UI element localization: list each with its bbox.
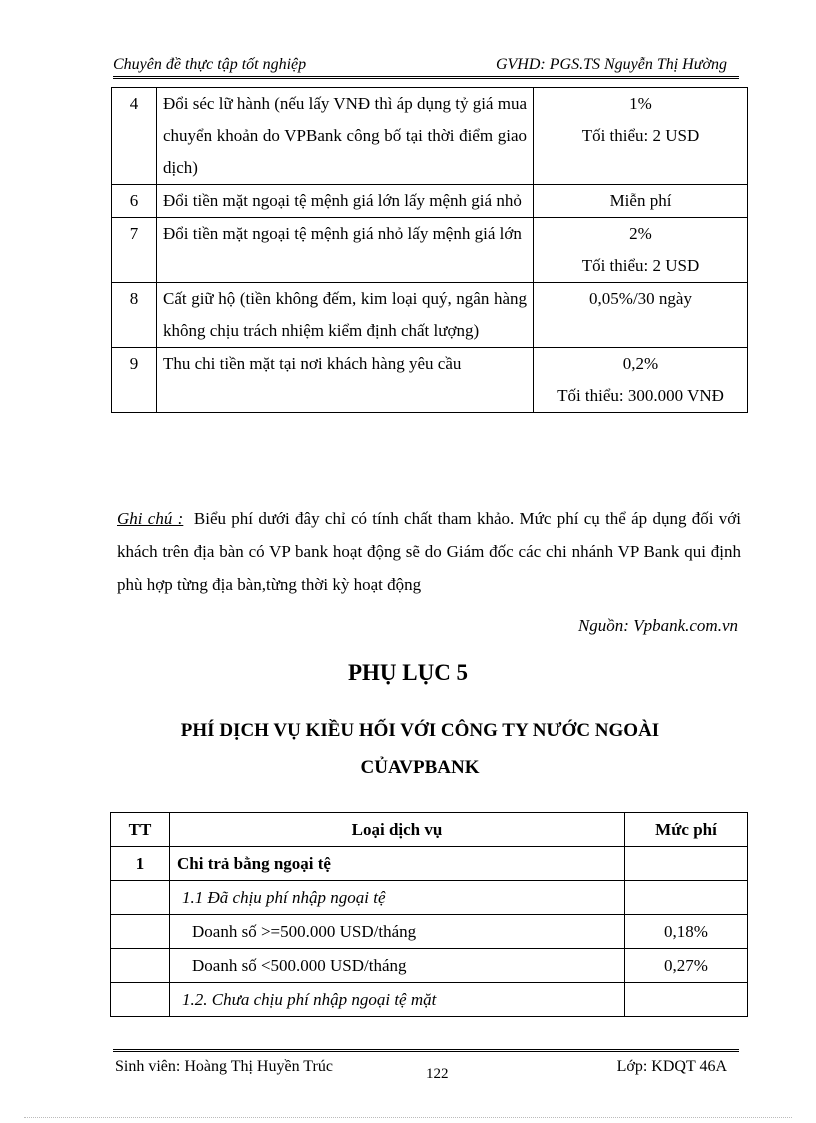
fee-value (625, 847, 748, 881)
service-description: Đổi séc lữ hành (nếu lấy VNĐ thì áp dụng tỷ giá mua chuyển khoản do VPBank công bố tại thời điểm giao dịch) (157, 88, 534, 185)
service-description: Đổi tiền mặt ngoại tệ mệnh giá lớn lấy mệnh giá nhỏ (157, 185, 534, 218)
row-number: 4 (112, 88, 157, 185)
footer-student: Sinh viên: Hoàng Thị Huyền Trúc (115, 1058, 333, 1075)
remittance-fee-table (110, 812, 748, 1017)
page-number: 122 (426, 1066, 449, 1082)
column-header-service: Loại dịch vụ (170, 813, 625, 847)
fee-rate: 1% (629, 94, 652, 113)
service-description: Thu chi tiền mặt tại nơi khách hàng yêu cầu (157, 348, 534, 413)
table-row (111, 949, 748, 983)
row-number: 1 (111, 847, 170, 881)
row-number (111, 949, 170, 983)
fee-rate: 2% (629, 224, 652, 243)
service-subcategory: 1.2. Chưa chịu phí nhập ngoại tệ mặt (170, 983, 625, 1017)
appendix-subtitle: PHÍ DỊCH VỤ KIỀU HỐI VỚI CÔNG TY NƯỚC NGOÀI CỦAVPBANK (180, 720, 660, 778)
fee-cell (534, 283, 748, 348)
note-paragraph (117, 502, 741, 601)
row-number (111, 915, 170, 949)
table-row (112, 88, 748, 185)
fee-rate: 0,05%/30 ngày (589, 289, 692, 308)
row-number (111, 881, 170, 915)
page-footer (113, 1049, 739, 1092)
note-text: Biểu phí dưới đây chỉ có tính chất tham khảo. Mức phí cụ thể áp dụng đối với khách trên địa bàn có VP bank hoạt động sẽ do Giám đốc các chi nhánh VP Bank qui định phù hợp từng địa bàn,từng thời kỳ hoạt động (117, 509, 741, 594)
fee-value: 0,27% (625, 949, 748, 983)
page-edge-divider (24, 1117, 792, 1118)
service-item: Doanh số <500.000 USD/tháng (170, 949, 625, 983)
row-number: 8 (112, 283, 157, 348)
table-row (112, 283, 748, 348)
source-citation: Nguồn: Vpbank.com.vn (577, 616, 738, 635)
row-number: 9 (112, 348, 157, 413)
fee-cell (534, 88, 748, 185)
column-header-fee: Mức phí (625, 813, 748, 847)
fee-rate: Miễn phí (609, 191, 672, 210)
fee-table-continued (111, 87, 748, 413)
column-header-tt: TT (111, 813, 170, 847)
fee-cell (534, 185, 748, 218)
table-row (111, 915, 748, 949)
page-header (113, 46, 739, 79)
header-advisor: GVHD: PGS.TS Nguyễn Thị Hường (495, 56, 727, 73)
header-course-title: Chuyên đề thực tập tốt nghiệp (113, 56, 307, 73)
table-header-row (111, 813, 748, 847)
table-row (111, 847, 748, 881)
row-number: 7 (112, 218, 157, 283)
fee-value: 0,18% (625, 915, 748, 949)
footer-class: Lớp: KDQT 46A (616, 1058, 727, 1075)
fee-minimum: Tối thiểu: 2 USD (581, 126, 700, 145)
fee-cell (534, 218, 748, 283)
row-number: 6 (112, 185, 157, 218)
service-subcategory: 1.1 Đã chịu phí nhập ngoại tệ (170, 881, 625, 915)
fee-minimum: Tối thiểu: 300.000 VNĐ (557, 386, 724, 405)
table-row (111, 881, 748, 915)
note-label: Ghi chú : (117, 509, 184, 528)
table-row (112, 218, 748, 283)
fee-cell (534, 348, 748, 413)
fee-value (625, 881, 748, 915)
service-description: Cất giữ hộ (tiền không đếm, kim loại quý, ngân hàng không chịu trách nhiệm kiểm định chất lượng) (157, 283, 534, 348)
fee-value (625, 983, 748, 1017)
table-row (112, 348, 748, 413)
table-row (111, 983, 748, 1017)
service-description: Đổi tiền mặt ngoại tệ mệnh giá nhỏ lấy mệnh giá lớn (157, 218, 534, 283)
service-item: Doanh số >=500.000 USD/tháng (170, 915, 625, 949)
row-number (111, 983, 170, 1017)
fee-minimum: Tối thiểu: 2 USD (581, 256, 700, 275)
appendix-title: PHỤ LỤC 5 (347, 660, 469, 685)
service-category: Chi trả bằng ngoại tệ (170, 847, 625, 881)
fee-rate: 0,2% (622, 354, 659, 373)
table-row (112, 185, 748, 218)
